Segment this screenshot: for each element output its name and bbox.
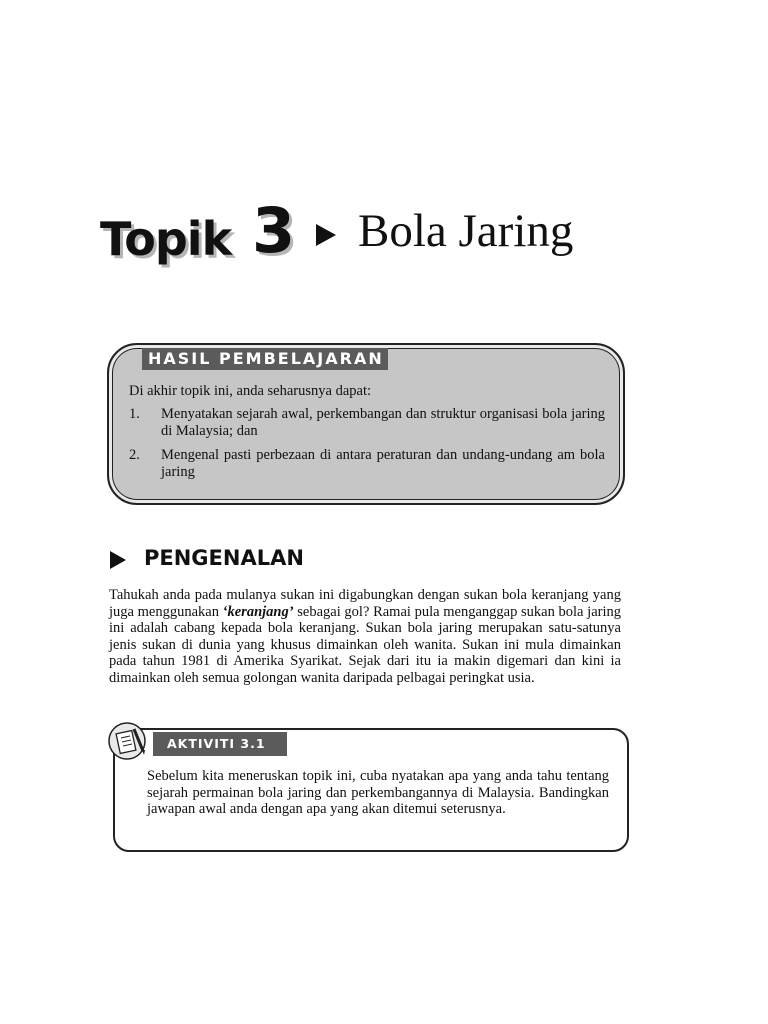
section-heading — [110, 546, 510, 576]
learning-outcomes-intro: Di akhir topik ini, anda seharusnya dapat: — [129, 383, 372, 399]
paragraph-text-start: Tahukah anda pada mulanya sukan ini digabungkan dengan sukan bola keranjang yang juga menggunakan — [109, 587, 621, 620]
learning-outcome-number: 1. — [129, 406, 140, 422]
page-title — [100, 196, 660, 276]
activity-text: Sebelum kita meneruskan topik ini, cuba nyatakan apa yang anda tahu tentang sejarah permainan bola jaring dan perkembangannya di Malaysia. Bandingkan jawapan awal anda dengan apa yang akan ditemui seterusnya. — [147, 768, 609, 818]
learning-outcome-item — [129, 447, 605, 481]
section-arrow-icon — [110, 551, 126, 569]
learning-outcomes-box — [107, 343, 625, 505]
introduction-paragraph — [109, 587, 621, 687]
paragraph-text-end: sebagai gol? Ramai pula menganggap sukan bola jaring ini adalah cabang kepada bola keranjang. Sukan bola jaring merupakan satu-satunya jenis sukan di dunia yang khusus dimainkan oleh wanita. Sukan ini mula dimainkan pada tahun 1981 di Amerika Syarikat. Sejak dari itu ia makin digemari dan kini ia dimainkan oleh semua golongan wanita daripada pelbagai peringkat usia. — [109, 603, 621, 686]
activity-box — [113, 728, 629, 852]
learning-outcomes-list — [129, 406, 605, 488]
clipboard-pencil-icon — [107, 721, 151, 761]
learning-outcome-item — [129, 406, 605, 440]
title-arrow-icon — [316, 224, 336, 246]
topic-name: Bola Jaring — [358, 205, 574, 257]
learning-outcome-text: Mengenal pasti perbezaan di antara peraturan dan undang-undang am bola jaring — [161, 447, 605, 480]
section-title: PENGENALAN — [144, 546, 304, 570]
learning-outcomes-header: HASIL PEMBELAJARAN — [142, 348, 388, 370]
learning-outcome-number: 2. — [129, 447, 140, 463]
topik-word: Topik — [100, 212, 232, 266]
activity-label: AKTIVITI 3.1 — [153, 732, 287, 756]
topik-number: 3 — [252, 194, 296, 267]
learning-outcome-text: Menyatakan sejarah awal, perkembangan dan struktur organisasi bola jaring di Malaysia; dan — [161, 406, 605, 439]
paragraph-emphasis: ‘keranjang’ — [222, 603, 294, 620]
